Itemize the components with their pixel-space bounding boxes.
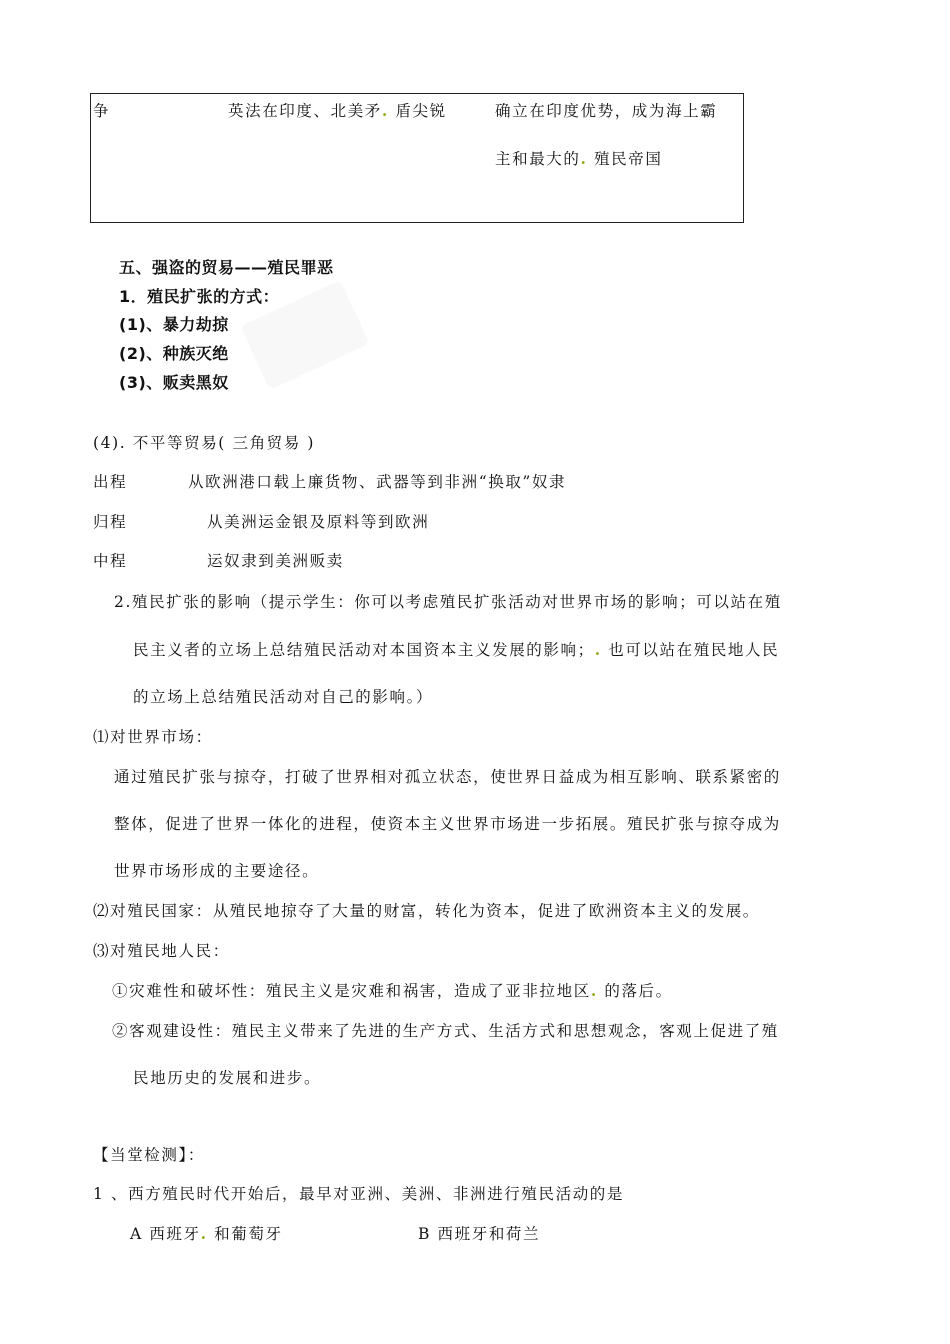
outbound-text: 从欧洲港口载上廉货物、武器等到非洲“换取”奴隶 bbox=[188, 473, 567, 491]
method-item-3: (3)、贩卖黑奴 bbox=[119, 373, 229, 392]
table-cell-war: 争 bbox=[93, 102, 111, 120]
method-item-2: (2)、种族灭绝 bbox=[119, 344, 229, 363]
option-a[interactable]: A 西班牙. 和葡萄牙 bbox=[130, 1224, 283, 1243]
section-heading: 五、强盗的贸易——殖民罪恶 bbox=[119, 258, 334, 277]
destructive-line: ①灾难性和破坏性：殖民主义是灾难和祸害，造成了亚非拉地区. 的落后。 bbox=[112, 981, 673, 1000]
world-market-line3: 世界市场形成的主要途径。 bbox=[114, 862, 320, 880]
middle-label: 中程 bbox=[93, 552, 128, 570]
colonies-title: ⑶对殖民地人民： bbox=[93, 942, 230, 960]
option-b[interactable]: B 西班牙和荷兰 bbox=[418, 1225, 541, 1243]
test-heading: 【当堂检测】： bbox=[93, 1146, 205, 1164]
colonial-powers-line: ⑵对殖民国家：从殖民地掠夺了大量的财富，转化为资本，促进了欧洲资本主义的发展。 bbox=[93, 902, 760, 920]
outbound-label: 出程 bbox=[93, 473, 128, 491]
world-market-title: ⑴对世界市场： bbox=[93, 728, 213, 746]
table-cell-result-line1: 确立在印度优势，成为海上霸 bbox=[495, 102, 718, 120]
impact-intro-line2: 民主义者的立场上总结殖民活动对本国资本主义发展的影响；. 也可以站在殖民地人民 bbox=[133, 640, 780, 659]
middle-text: 运奴隶到美洲贩卖 bbox=[207, 552, 344, 570]
method-item-1: (1)、暴力劫掠 bbox=[119, 315, 229, 334]
impact-intro-line1: 2.殖民扩张的影响（提示学生：你可以考虑殖民扩张活动对世界市场的影响；可以站在殖 bbox=[114, 593, 782, 611]
world-market-line2: 整体，促进了世界一体化的进程，使资本主义世界市场进一步拓展。殖民扩张与掠夺成为 bbox=[114, 815, 781, 833]
subheading-methods: 1．殖民扩张的方式： bbox=[119, 287, 280, 306]
table-cell-contradiction: 英法在印度、北美矛. 盾尖锐 bbox=[228, 101, 447, 120]
constructive-line1: ②客观建设性：殖民主义带来了先进的生产方式、生活方式和思想观念，客观上促进了殖 bbox=[112, 1022, 779, 1040]
return-text: 从美洲运金银及原料等到欧洲 bbox=[207, 513, 430, 531]
question-1: 1 、西方殖民时代开始后，最早对亚洲、美洲、非洲进行殖民活动的是 bbox=[93, 1185, 624, 1203]
impact-intro-line3: 的立场上总结殖民活动对自己的影响。） bbox=[133, 688, 434, 706]
method-item-4: (4). 不平等贸易( 三角贸易 ) bbox=[93, 434, 316, 452]
table-cell-result-line2: 主和最大的. 殖民帝国 bbox=[495, 149, 663, 168]
world-market-line1: 通过殖民扩张与掠夺，打破了世界相对孤立状态，使世界日益成为相互影响、联系紧密的 bbox=[114, 768, 781, 786]
constructive-line2: 民地历史的发展和进步。 bbox=[133, 1069, 322, 1087]
return-label: 归程 bbox=[93, 513, 128, 531]
